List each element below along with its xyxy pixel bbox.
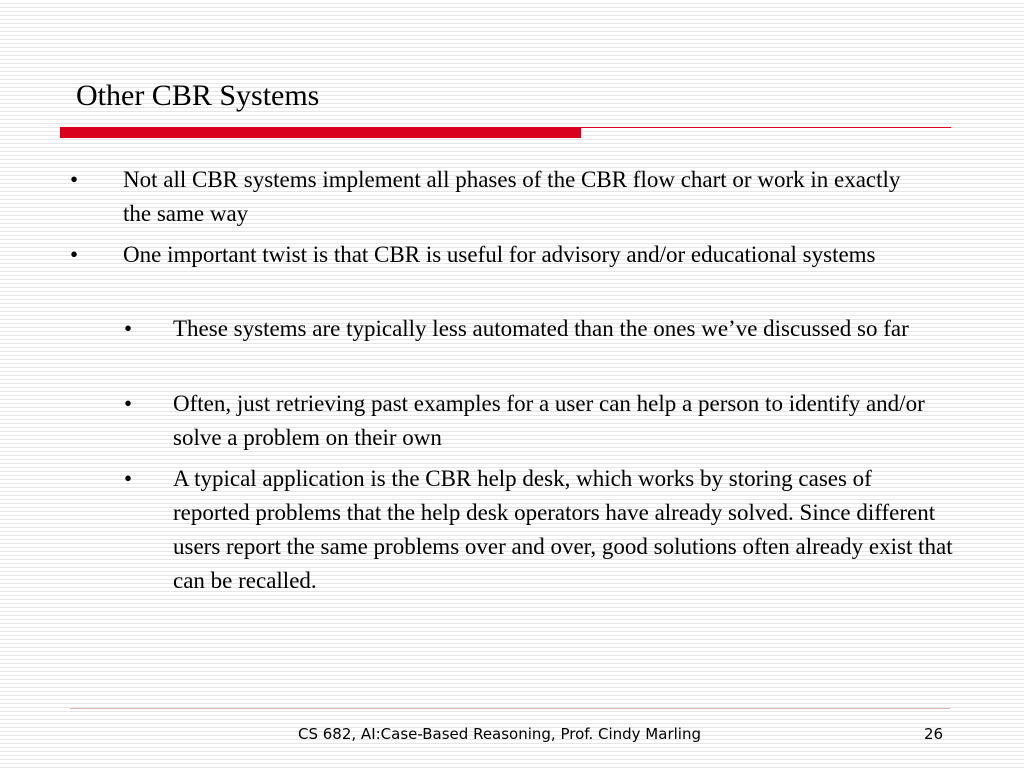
- bullet-dot: •: [124, 316, 133, 341]
- bullet-text: These systems are typically less automated than the ones we’ve discussed so far: [173, 316, 909, 341]
- bullet-text: A typical application is the CBR help desk, which works by storing cases of reported problems that the help desk operators have already solved. Since different users report the same problems over and over, good solutions often already exist that can be recalled.: [173, 466, 953, 593]
- page-number: 26: [924, 725, 944, 743]
- slide-title: Other CBR Systems: [76, 79, 320, 112]
- bullet-dot: •: [124, 466, 133, 491]
- bullet-text: Often, just retrieving past examples for a user can help a person to identify and/or solve a problem on their own: [173, 391, 925, 450]
- bullet-text: Not all CBR systems implement all phases of the CBR flow chart or work in exactly the same way: [123, 167, 901, 226]
- bullet-text: One important twist is that CBR is useful for advisory and/or educational systems: [123, 242, 876, 267]
- bullet-dot: •: [70, 167, 79, 192]
- bullet-dot: •: [124, 391, 133, 416]
- footer-divider-line: [70, 708, 950, 709]
- footer-text: CS 682, AI:Case-Based Reasoning, Prof. Cindy Marling: [298, 725, 701, 743]
- bullet-dot: •: [70, 242, 79, 267]
